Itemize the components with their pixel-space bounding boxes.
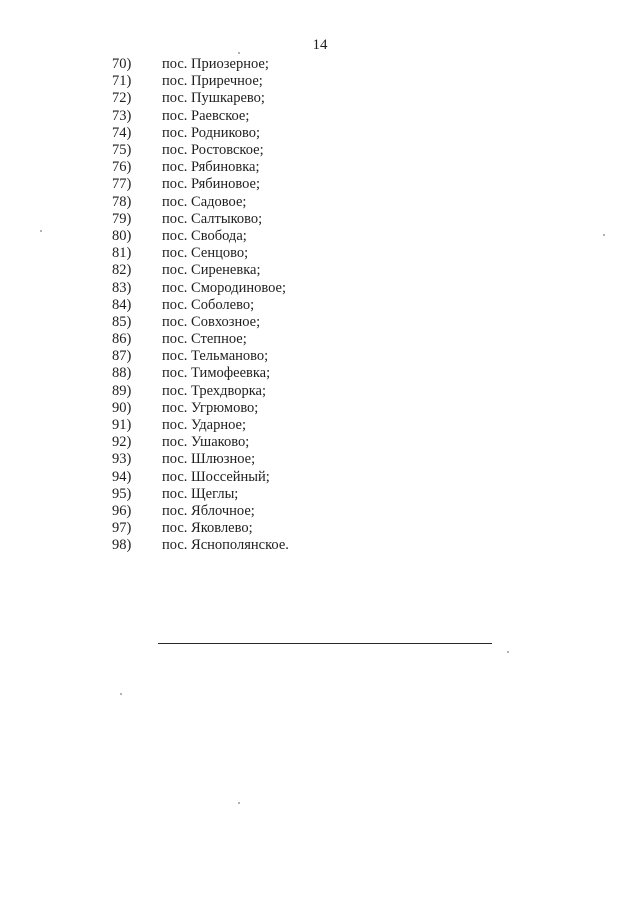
list-item: [112, 400, 289, 417]
scan-speck: [120, 693, 122, 695]
item-number: 83): [112, 279, 132, 296]
item-text: пос. Трехдворка;: [162, 382, 267, 399]
item-number: 86): [112, 331, 132, 348]
item-text: пос. Родниково;: [162, 124, 261, 141]
list-item: [112, 90, 289, 107]
list-item: [112, 125, 289, 142]
list-item: [112, 417, 289, 434]
list-item: [112, 383, 289, 400]
item-number: 92): [112, 434, 132, 451]
list-item: [112, 228, 289, 245]
item-text: пос. Яблочное;: [162, 502, 255, 519]
item-text: пос. Совхозное;: [162, 313, 261, 330]
item-text: пос. Рябиновка;: [162, 159, 260, 176]
list-item: [112, 279, 289, 296]
item-text: пос. Ударное;: [162, 417, 247, 434]
list-item: [112, 365, 289, 382]
item-number: 89): [112, 382, 132, 399]
item-number: 74): [112, 124, 132, 141]
item-text: пос. Сиреневка;: [162, 262, 261, 279]
item-number: 81): [112, 245, 132, 262]
item-text: пос. Яснополянское.: [162, 537, 289, 554]
scan-speck: [603, 234, 605, 236]
item-text: пос. Смородиновое;: [162, 279, 287, 296]
item-text: пос. Ушаково;: [162, 434, 250, 451]
scan-speck: [507, 651, 509, 653]
scan-speck: [238, 52, 240, 54]
end-rule: [158, 643, 492, 644]
list-item: [112, 331, 289, 348]
item-number: 96): [112, 502, 132, 519]
item-number: 72): [112, 90, 132, 107]
item-text: пос. Салтыково;: [162, 210, 263, 227]
item-text: пос. Раевское;: [162, 107, 250, 124]
item-number: 88): [112, 365, 132, 382]
item-text: пос. Тельманово;: [162, 348, 269, 365]
item-text: пос. Степное;: [162, 331, 247, 348]
item-number: 82): [112, 262, 132, 279]
list-item: [112, 73, 289, 90]
item-number: 84): [112, 296, 132, 313]
item-text: пос. Щеглы;: [162, 485, 239, 502]
list-item: [112, 142, 289, 159]
list-item: [112, 434, 289, 451]
item-number: 94): [112, 468, 132, 485]
item-number: 85): [112, 313, 132, 330]
page-number: 14: [312, 37, 328, 53]
item-text: пос. Сенцово;: [162, 245, 249, 262]
item-text: пос. Ростовское;: [162, 142, 264, 159]
item-text: пос. Свобода;: [162, 227, 247, 244]
item-number: 90): [112, 399, 132, 416]
item-number: 98): [112, 537, 132, 554]
list-item: [112, 176, 289, 193]
item-number: 91): [112, 417, 132, 434]
item-text: пос. Шлюзное;: [162, 451, 256, 468]
item-number: 87): [112, 348, 132, 365]
list-item: [112, 297, 289, 314]
list-item: [112, 194, 289, 211]
item-text: пос. Яковлево;: [162, 520, 253, 537]
item-number: 73): [112, 107, 132, 124]
item-number: 71): [112, 73, 132, 90]
scan-speck: [238, 802, 240, 804]
list-item: [112, 503, 289, 520]
item-text: пос. Пушкарево;: [162, 90, 265, 107]
item-number: 80): [112, 227, 132, 244]
item-number: 79): [112, 210, 132, 227]
item-number: 95): [112, 485, 132, 502]
list-item: [112, 314, 289, 331]
settlement-list: [112, 56, 289, 554]
item-number: 70): [112, 56, 132, 73]
item-number: 78): [112, 193, 132, 210]
list-item: [112, 451, 289, 468]
item-number: 97): [112, 520, 132, 537]
item-text: пос. Соболево;: [162, 296, 255, 313]
list-item: [112, 520, 289, 537]
list-item: [112, 469, 289, 486]
item-text: пос. Рябиновое;: [162, 176, 261, 193]
item-number: 93): [112, 451, 132, 468]
scan-speck: [40, 230, 42, 232]
list-item: [112, 245, 289, 262]
item-number: 76): [112, 159, 132, 176]
list-item: [112, 211, 289, 228]
list-item: [112, 56, 289, 73]
item-text: пос. Приозерное;: [162, 56, 269, 73]
item-text: пос. Шоссейный;: [162, 468, 270, 485]
item-text: пос. Садовое;: [162, 193, 247, 210]
item-number: 75): [112, 142, 132, 159]
list-item: [112, 262, 289, 279]
item-text: пос. Тимофеевка;: [162, 365, 271, 382]
item-text: пос. Приречное;: [162, 73, 263, 90]
list-item: [112, 348, 289, 365]
item-text: пос. Угрюмово;: [162, 399, 259, 416]
list-item: [112, 486, 289, 503]
item-number: 77): [112, 176, 132, 193]
list-item: [112, 159, 289, 176]
list-item: [112, 108, 289, 125]
list-item: [112, 537, 289, 554]
